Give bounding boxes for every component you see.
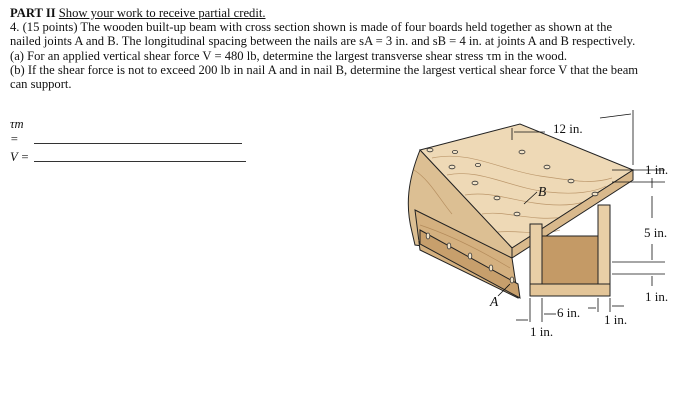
nail-head [592,192,598,196]
problem-line-2: nailed joints A and B. The longitudinal spacing between the nails are sA = 3 in. and sB = 4 in. at joints A and B respectively. [10,34,636,49]
dim-web-height-label: 5 in. [644,225,668,240]
section-bottom-flange [530,284,610,296]
nail-head [568,179,574,183]
problem-line-1: 4. (15 points) The wooden built-up beam with cross section shown is made of four boards held together as shown at the [10,20,613,35]
nail-head [468,253,472,259]
nail-head [452,150,457,153]
problem-line-4: (b) If the shear force is not to exceed 200 lb in nail A and in nail B, determine the largest vertical shear force V that the beam [10,62,639,77]
point-b-label: B [538,184,547,199]
dim-web-right-label: 1 in. [604,312,628,327]
section-inner-void [542,236,598,284]
dim-web-left-label: 1 in. [530,324,554,339]
nail-head [544,165,550,169]
problem-line-3: (a) For an applied vertical shear force V = 480 lb, determine the largest transverse shear stress τm in the wood. [10,48,568,63]
answer-tau-label: τm = [10,117,24,146]
section-right-web [598,205,610,284]
nail-head [449,165,455,169]
dim-bottom-thickness-label: 1 in. [645,289,669,304]
nail-head [510,277,514,283]
part-note: Show your work to receive partial credit. [58,6,266,20]
nail-head [514,212,520,216]
nail-head [447,243,451,249]
nail-head [519,150,525,154]
dim-inner-width-label: 6 in. [557,305,581,320]
nail-head [427,148,433,152]
answer-v-label: V = [10,150,30,164]
nail-head [472,181,478,185]
nail-head [494,196,500,200]
problem-line-5: can support. [10,77,72,92]
point-a-label: A [490,294,499,309]
section-left-web [530,224,542,284]
nail-head [489,265,493,271]
dim-top-width-label: 12 in. [553,121,583,136]
nail-head [475,163,480,166]
part-label: PART II [10,6,56,20]
dim-top-thickness-label: 1 in. [645,162,669,177]
nail-head [426,233,430,239]
